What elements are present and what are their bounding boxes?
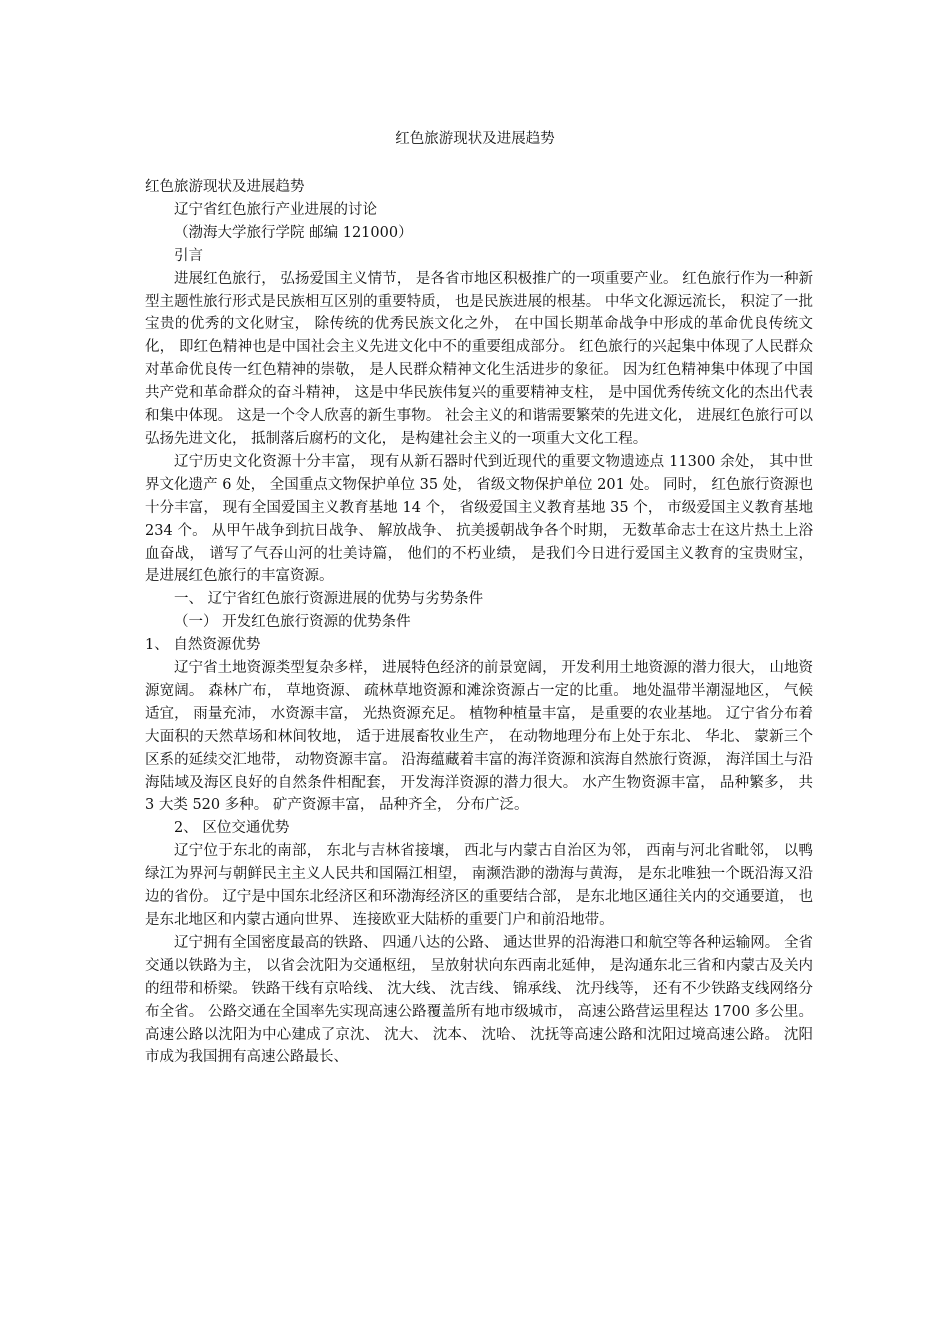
subsection-heading: （一） 开发红色旅行资源的优势条件 [174,614,411,631]
article-heading: 红色旅游现状及进展趋势 [145,179,305,195]
paragraph: 进展红色旅行， 弘扬爱国主义情节， 是各省市地区积极推广的一项重要产业。 红色旅行作为一种新型主题性旅行形式是民族相互区别的重要特质， 也是民族进展的根基。 中华文化源远流长， 积淀了一批宝贵的优秀的文化财宝， 除传统的优秀民族文化之外， 在中国长期革命战争中形成的革命优良传统文化， 即红色精神也是中国社会主义先进文化中不的重要组成部分。 红色旅行的兴起集中体现了人民群众对革命优良传一红色精神的崇敬， 是人民群众精神文化生活进步的象征。 因为红色精神集中体现了中国共产党和革命群众的奋斗精神， 这是中华民族伟复兴的重要精神支柱， 是中国优秀传统文化的杰出代表和集中体现。 这是一个令人欣喜的新生事物。 社会主义的和谐需要繁荣的先进文化， 进展红色旅行可以弘扬先进文化， 抵制落后腐朽的文化， 是构建社会主义的一项重大文化工程。 [145,270,813,447]
paragraph: 辽宁位于东北的南部， 东北与吉林省接壤， 西北与内蒙古自治区为邻， 西南与河北省毗邻， 以鸭绿江为界河与朝鲜民主主义人民共和国隔江相望， 南濒浩渺的渤海与黄海， 是东北唯独一个既沿海又沿边的省份。 辽宁是中国东北经济区和环渤海经济区的重要结合部， 是东北地区通往关内的交通要道， 也是东北地区和内蒙古通向世界、 连接欧亚大陆桥的重要门户和前沿地带。 [145,843,813,928]
paragraph: 辽宁历史文化资源十分丰富， 现有从新石器时代到近现代的重要文物遗迹点 11300 余处， 其中世界文化遗产 6 处， 全国重点文物保护单位 35 处， 省级文物保护单位 201 处。 同时， 红色旅行资源也十分丰富， 现有全国爱国主义教育基地 14 个， 省级爱国主义教育基地 35 个， 市级爱国主义教育基地 234 个。 从甲午战争到抗日战争、 解放战争、 抗美援朝战争各个时期， 无数革命志士在这片热土上浴血奋战， 谱写了气吞山河的壮美诗篇， 他们的不朽业绩， 是我们今日进行爱国主义教育的宝贵财宝， 是进展红色旅行的丰富资源。 [145,453,813,585]
author-affiliation: （渤海大学旅行学院 邮编 121000） [174,224,413,241]
paragraph: 辽宁省土地资源类型复杂多样， 进展特色经济的前景宽阔， 开发利用土地资源的潜力很大， 山地资源宽阔。 森林广布， 草地资源、 疏林草地资源和滩涂资源占一定的比重。 地处温带半潮湿地区， 气候适宜， 雨量充沛， 水资源丰富， 光热资源充足。 植物种植量丰富， 是重要的农业基地。 辽宁省分布着大面积的天然草场和林间牧地， 适于进展畜牧业生产， 在动物地理分布上处于东北、 华北、 蒙新三个区系的延续交汇地带， 动物资源丰富。 沿海蕴藏着丰富的海洋资源和滨海自然旅行资源， 海洋国土与沿海陆域及海区良好的自然条件相配套， 开发海洋资源的潜力很大。 水产生物资源丰富， 品种繁多， 共 3 大类 520 多种。 矿产资源丰富， 品种齐全， 分布广泛。 [145,660,813,814]
intro-label: 引言 [174,247,203,264]
document-title: 红色旅游现状及进展趋势 [395,131,555,147]
list-item-heading: 1、 自然资源优势 [145,637,261,654]
list-item-heading: 2、 区位交通优势 [174,820,290,837]
section-heading: 一、 辽宁省红色旅行资源进展的优势与劣势条件 [174,591,484,608]
document-body [145,176,813,1069]
paragraph: 辽宁拥有全国密度最高的铁路、 四通八达的公路、 通达世界的沿海港口和航空等各种运输网。 全省交通以铁路为主， 以省会沈阳为交通枢纽， 呈放射状向东西南北延伸， 是沟通东北三省和内蒙古及关内的纽带和桥梁。 铁路干线有京哈线、 沈大线、 沈吉线、 锦承线、 沈丹线等， 还有不少铁路支线网络分布全省。 公路交通在全国率先实现高速公路覆盖所有地市级城市， 高速公路营运里程达 1700 多公里。 高速公路以沈阳为中心建成了京沈、 沈大、 沈本、 沈哈、 沈抚等高速公路和沈阳过境高速公路。 沈阳市成为我国拥有高速公路最长、 [145,934,813,1066]
article-subheading: 辽宁省红色旅行产业进展的讨论 [174,201,377,218]
